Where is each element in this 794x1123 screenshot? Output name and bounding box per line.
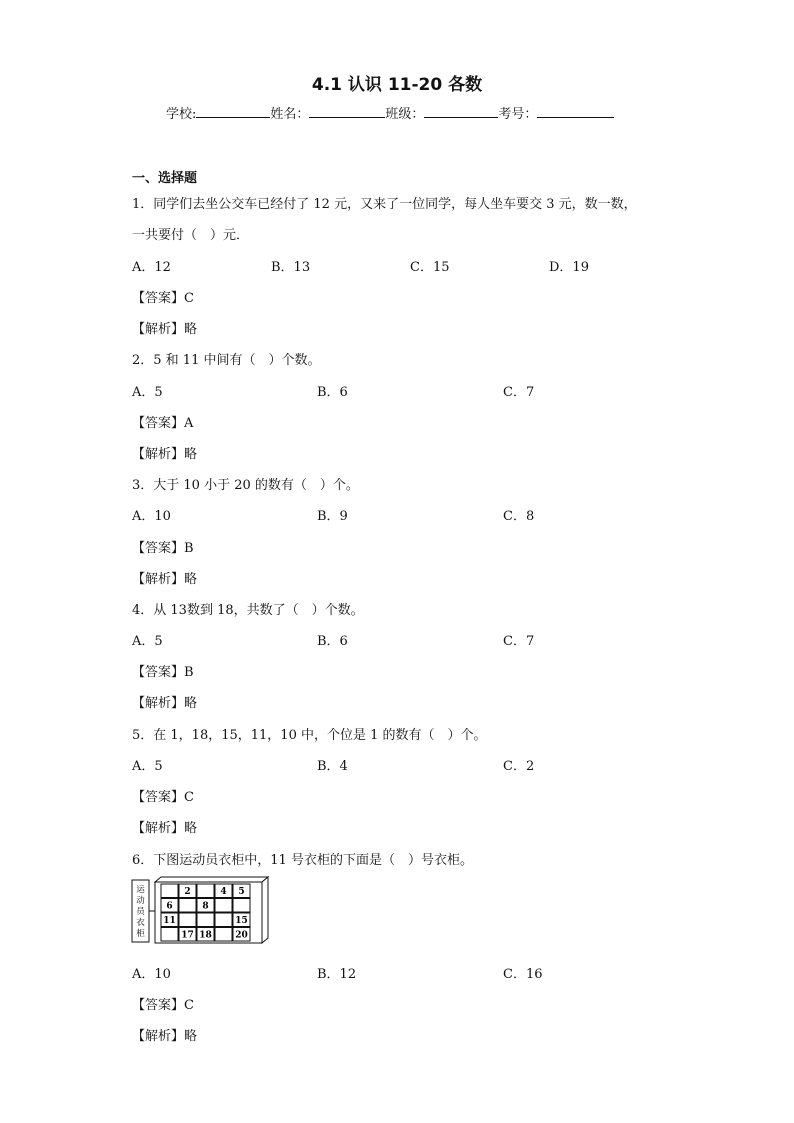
question-5-answer: 【答案】C	[132, 790, 194, 805]
question-1-analysis: 【解析】略	[132, 322, 198, 337]
question-2-stem: 2．5 和 11 中间有（ ）个数。	[132, 353, 321, 368]
school-label: 学校:	[166, 107, 197, 122]
question-4-option-a: A．5	[132, 634, 163, 649]
name-label: 姓名：	[270, 107, 310, 122]
locker-cell	[197, 913, 214, 927]
locker-side-face	[262, 877, 268, 943]
question-6-option-c: C．16	[503, 967, 543, 982]
question-3-option-c: C．8	[503, 509, 535, 524]
question-5-analysis: 【解析】略	[132, 821, 198, 836]
locker-label-char: 动	[136, 896, 145, 906]
question-2-option-b: B．6	[317, 385, 348, 400]
locker-top-face	[155, 877, 268, 882]
question-6-answer: 【答案】C	[132, 998, 194, 1013]
locker-label-char: 柜	[136, 929, 145, 939]
page-title: 4.1 认识 11-20 各数	[311, 75, 483, 95]
locker-grid	[161, 884, 250, 941]
locker-cell	[179, 899, 196, 913]
locker-cell-number: 8	[202, 901, 209, 912]
question-1-stem-cont: 一共要付（ ）元．	[132, 228, 250, 243]
locker-cell-number: 5	[238, 887, 245, 897]
question-4-stem: 4．从 13数到 18，共数了（ ）个数。	[132, 603, 364, 618]
question-2-answer: 【答案】A	[132, 416, 194, 431]
locker-diagram	[131, 876, 271, 944]
locker-cell-number: 2	[184, 887, 191, 897]
question-1-option-a: A．12	[132, 260, 171, 275]
question-4-option-c: C．7	[503, 634, 535, 649]
question-5-option-b: B．4	[317, 759, 348, 774]
question-3-analysis: 【解析】略	[132, 572, 198, 587]
locker-cell-number: 18	[199, 930, 212, 941]
question-1-option-b: B．13	[271, 260, 311, 275]
question-3-answer: 【答案】B	[132, 541, 194, 556]
question-5-stem: 5．在 1，18，15，11，10 中，个位是 1 的数有（ ）个。	[132, 728, 487, 743]
locker-label	[136, 885, 146, 939]
question-3-option-b: B．9	[317, 509, 348, 524]
exam-no-label: 考号：	[498, 107, 538, 122]
locker-cell	[161, 928, 178, 942]
class-blank	[424, 105, 498, 118]
locker-cell-number: 17	[181, 930, 194, 941]
question-1-answer: 【答案】C	[132, 291, 194, 306]
locker-cell	[215, 928, 232, 942]
question-6-option-a: A．10	[132, 967, 171, 982]
question-1-option-d: D．19	[549, 260, 589, 275]
question-5-option-a: A．5	[132, 759, 163, 774]
student-info-line	[166, 103, 614, 122]
locker-label-char: 员	[136, 907, 145, 917]
locker-label-char: 运	[136, 885, 145, 895]
question-2-analysis: 【解析】略	[132, 447, 198, 462]
question-5-option-c: C．2	[503, 759, 535, 774]
school-blank	[196, 105, 270, 118]
locker-cell	[215, 899, 232, 913]
locker-cell	[233, 899, 250, 913]
name-blank	[309, 105, 385, 118]
locker-cell	[161, 884, 178, 898]
question-6-stem: 6．下图运动员衣柜中，11 号衣柜的下面是（ ）号衣柜。	[132, 853, 473, 868]
locker-figure	[131, 876, 271, 944]
question-4-answer: 【答案】B	[132, 665, 194, 680]
class-label: 班级：	[385, 107, 425, 122]
locker-cell	[179, 913, 196, 927]
question-2-option-c: C．7	[503, 385, 535, 400]
question-3-option-a: A．10	[132, 509, 171, 524]
locker-cell-number: 4	[220, 887, 227, 897]
question-1-option-c: C．15	[410, 260, 450, 275]
question-3-stem: 3．大于 10 小于 20 的数有（ ）个。	[132, 478, 359, 493]
question-4-option-b: B．6	[317, 634, 348, 649]
locker-label-char: 衣	[136, 918, 145, 928]
locker-cell-number: 20	[235, 930, 248, 941]
locker-cell-number: 6	[166, 901, 173, 912]
locker-cell	[197, 884, 214, 898]
question-6-analysis: 【解析】略	[132, 1029, 198, 1044]
question-2-option-a: A．5	[132, 385, 163, 400]
exam-no-blank	[537, 105, 614, 118]
question-1-stem: 1．同学们去坐公交车已经付了 12 元，又来了一位同学，每人坐车要交 3 元，数一数，	[132, 197, 637, 212]
section-heading: 一、选择题	[132, 171, 198, 186]
locker-cell-number: 11	[163, 916, 176, 926]
locker-cell-number: 15	[235, 916, 248, 926]
question-6-option-b: B．12	[317, 967, 357, 982]
question-4-analysis: 【解析】略	[132, 696, 198, 711]
locker-cell	[215, 913, 232, 927]
